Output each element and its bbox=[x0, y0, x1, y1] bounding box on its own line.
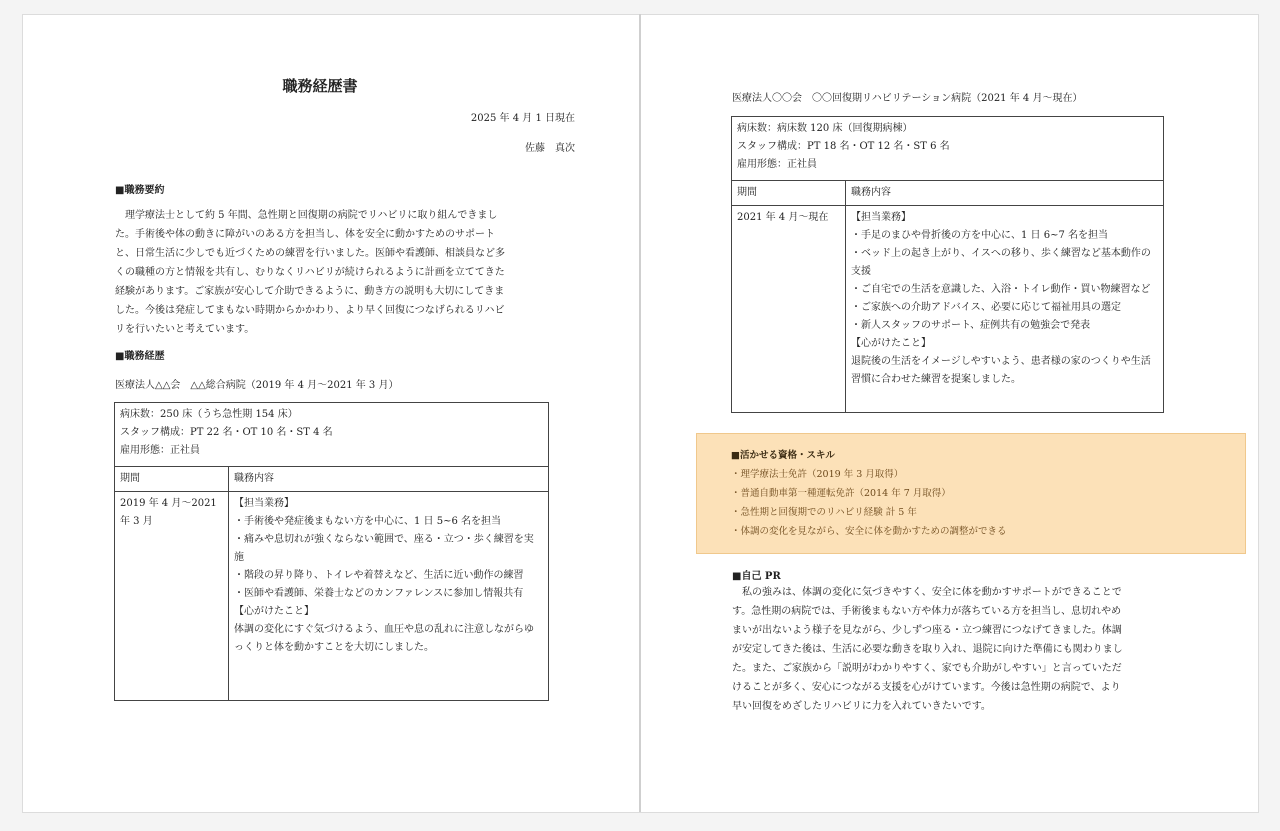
pr-line: けることが多く、安心につながる支援を心がけています。今後は急性期の病院で、より bbox=[732, 682, 1121, 693]
duty-line: 退院後の生活をイメージしやすいよう、患者様の家のつくりや生活習慣に合わせた練習を提案しました。 bbox=[851, 356, 1151, 385]
pr-line: 早い回復をめざしたリハビリに力を入れていきたいです。 bbox=[732, 701, 991, 712]
summary-line: と、日常生活に少しでも近づくための練習を行いました。医師や看護師、相談員など多 bbox=[115, 248, 505, 259]
summary-heading: ■職務要約 bbox=[115, 185, 165, 196]
author-name: 佐藤 真次 bbox=[525, 143, 575, 154]
summary-line: た。手術後や体の動きに障がいのある方を担当し、体を安全に動かすためのサポート bbox=[115, 229, 495, 240]
summary-line: リを行いたいと考えています。 bbox=[115, 324, 255, 335]
duty-line: ・医師や看護師、栄養士などのカンファレンスに参加し情報共有 bbox=[234, 588, 524, 599]
document-date: 2025 年 4 月 1 日現在 bbox=[470, 113, 575, 124]
col-content-header: 職務内容 bbox=[846, 181, 1164, 206]
duty-line: 【心がけたこと】 bbox=[234, 606, 314, 617]
duty-line: 体調の変化にすぐ気づけるよう、血圧や息の乱れに注意しながらゆっくりと体を動かすことを大切にしました。 bbox=[234, 624, 534, 653]
history-heading: ■職務経歴 bbox=[115, 351, 165, 362]
duty-line: 【担当業務】 bbox=[234, 498, 294, 509]
pr-line: た。また、ご家族から「説明がわかりやすく、家でも介助がしやすい」と言っていただ bbox=[732, 663, 1122, 674]
summary-line: 経験があります。ご家族が安心して介助できるように、動き方の説明も大切にしてきま bbox=[115, 286, 505, 297]
summary-line: 理学療法士として約 5 年間、急性期と回復期の病院でリハビリに取り組んできまし bbox=[125, 210, 498, 221]
org-name: 医療法人△△会 △△総合病院（2019 年 4 月～2021 年 3 月） bbox=[115, 380, 399, 391]
info-line: スタッフ構成：PT 22 名・OT 10 名・ST 4 名 bbox=[120, 427, 333, 438]
pr-text bbox=[732, 583, 1172, 716]
col-period-header: 期間 bbox=[732, 181, 846, 206]
skill-item: ・体調の変化を見ながら、安全に体を動かすための調整ができる bbox=[731, 526, 1007, 537]
duty-line: ・ご家族への介助アドバイス、必要に応じて福祉用具の選定 bbox=[851, 302, 1121, 313]
duty-line: ・ベッド上の起き上がり、イスへの移り、歩く練習など基本動作の支援 bbox=[851, 248, 1151, 277]
duties-cell bbox=[846, 206, 1164, 413]
info-line: 雇用形態：正社員 bbox=[737, 159, 817, 170]
duty-line: 【担当業務】 bbox=[851, 212, 911, 223]
pr-line: 私の強みは、体調の変化に気づきやすく、安全に体を動かすサポートができることで bbox=[742, 587, 1122, 598]
work-table bbox=[114, 402, 549, 701]
skills-box bbox=[696, 433, 1246, 554]
info-line: スタッフ構成：PT 18 名・OT 12 名・ST 6 名 bbox=[737, 141, 950, 152]
document-title: 職務経歴書 bbox=[282, 77, 358, 95]
info-line: 病床数：病床数 120 床（回復期病棟） bbox=[737, 123, 913, 134]
duty-line: ・階段の昇り降り、トイレや着替えなど、生活に近い動作の練習 bbox=[234, 570, 524, 581]
info-line: 雇用形態：正社員 bbox=[120, 445, 200, 456]
summary-line: した。今後は発症してまもない時期からかかわり、より早く回復につなげられるリハビ bbox=[115, 305, 505, 316]
skill-item: ・急性期と回復期でのリハビリ経験 計 5 年 bbox=[731, 507, 917, 518]
skill-item: ・普通自動車第一種運転免許（2014 年 7 月取得） bbox=[731, 488, 951, 499]
duty-line: ・手術後や発症後まもない方を中心に、1 日 5~6 名を担当 bbox=[234, 516, 502, 527]
col-period-header: 期間 bbox=[115, 467, 229, 492]
skill-item: ・理学療法士免許（2019 年 3 月取得） bbox=[731, 469, 904, 480]
pr-line: が安定してきた後は、生活に必要な動きを取り入れ、退院に向けた準備にも関わりまし bbox=[732, 644, 1123, 655]
duty-line: ・ご自宅での生活を意識した、入浴・トイレ動作・買い物練習など bbox=[851, 284, 1151, 295]
pr-line: まいが出ないよう様子を見ながら、少しずつ座る・立つ練習につなげてきました。体調 bbox=[732, 625, 1122, 636]
page-divider bbox=[639, 14, 641, 812]
duty-line: ・新人スタッフのサポート、症例共有の勉強会で発表 bbox=[851, 320, 1091, 331]
summary-line: くの職種の方と情報を共有し、むりなくリハビリが続けられるように計画を立ててきた bbox=[115, 267, 505, 278]
pr-line: す。急性期の病院では、手術後まもない方や体力が落ちている方を担当し、息切れやめ bbox=[732, 606, 1122, 617]
pr-heading: ■自己 PR bbox=[732, 571, 781, 582]
period-cell: 2019 年 4 月～2021 年 3 月 bbox=[115, 492, 229, 701]
work-table bbox=[731, 116, 1164, 413]
duty-line: ・手足のまひや骨折後の方を中心に、1 日 6~7 名を担当 bbox=[851, 230, 1109, 241]
duty-line: ・痛みや息切れが強くならない範囲で、座る・立つ・歩く練習を実施 bbox=[234, 534, 534, 563]
info-line: 病床数：250 床（うち急性期 154 床） bbox=[120, 409, 298, 420]
period-cell: 2021 年 4 月～現在 bbox=[732, 206, 846, 413]
summary-text bbox=[115, 206, 555, 339]
skills-heading: ■活かせる資格・スキル bbox=[731, 450, 835, 461]
org-name: 医療法人〇〇会 〇〇回復期リハビリテーション病院（2021 年 4 月～現在） bbox=[732, 93, 1083, 104]
col-content-header: 職務内容 bbox=[229, 467, 549, 492]
hospital-info bbox=[732, 117, 1164, 181]
duties-cell bbox=[229, 492, 549, 701]
duty-line: 【心がけたこと】 bbox=[851, 338, 931, 349]
hospital-info bbox=[115, 403, 549, 467]
